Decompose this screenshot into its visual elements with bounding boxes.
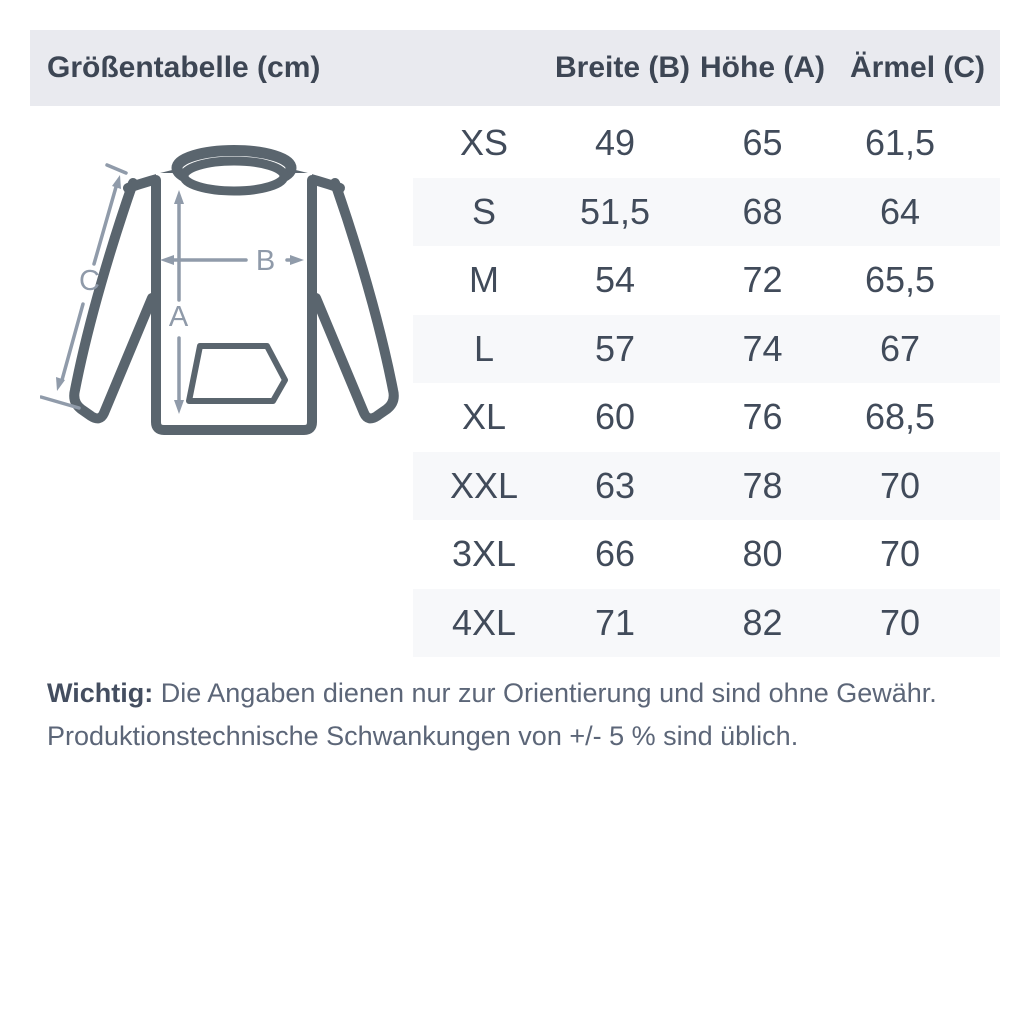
measurement-value-cell: 66 bbox=[594, 533, 636, 575]
size-label-cell: S bbox=[471, 190, 496, 232]
pocket bbox=[189, 346, 285, 401]
measurement-value-cell: 70 bbox=[879, 464, 921, 506]
table-row bbox=[413, 178, 1000, 247]
measurement-value-cell: 68 bbox=[742, 190, 783, 232]
size-label-cell: 3XL bbox=[451, 533, 517, 575]
column-header-breite: Breite (B) bbox=[555, 51, 691, 84]
measurement-value-cell: 76 bbox=[742, 396, 783, 438]
hood-inner-ring bbox=[184, 161, 284, 191]
measurement-value-cell: 63 bbox=[594, 464, 636, 506]
measurement-value-cell: 71 bbox=[594, 601, 636, 643]
table-row bbox=[413, 109, 1000, 178]
size-label-cell: M bbox=[469, 259, 499, 301]
measurement-value-cell: 74 bbox=[742, 327, 783, 369]
label-b: B bbox=[255, 245, 277, 277]
table-row bbox=[413, 589, 1000, 658]
table-row bbox=[413, 452, 1000, 521]
disclaimer-line2: Produktionstechnische Schwankungen von +/- 5 % sind üblich. bbox=[47, 721, 799, 751]
measurement-value-cell: 70 bbox=[879, 601, 921, 643]
label-c: C bbox=[79, 265, 101, 297]
table-row bbox=[413, 383, 1000, 452]
measurement-value-cell: 61,5 bbox=[864, 122, 936, 164]
measurement-value-cell: 65,5 bbox=[864, 259, 936, 301]
measurement-value-cell: 70 bbox=[879, 533, 921, 575]
measurement-value-cell: 54 bbox=[594, 259, 636, 301]
hoodie-measurement-diagram bbox=[40, 128, 410, 450]
measurement-value-cell: 49 bbox=[594, 122, 636, 164]
size-label-cell: 4XL bbox=[451, 601, 517, 643]
measurement-value-cell: 64 bbox=[879, 190, 921, 232]
table-row bbox=[413, 246, 1000, 315]
measurement-value-cell: 68,5 bbox=[864, 396, 936, 438]
measurement-value-cell: 57 bbox=[594, 327, 636, 369]
size-label-cell: L bbox=[473, 327, 495, 369]
label-a: A bbox=[168, 301, 190, 333]
disclaimer-note bbox=[47, 672, 982, 758]
measurement-value-cell: 80 bbox=[742, 533, 783, 575]
chart-title: Größentabelle (cm) bbox=[47, 51, 321, 84]
size-label-cell: XS bbox=[459, 122, 509, 164]
size-chart-header bbox=[30, 30, 1000, 106]
column-header-hoehe: Höhe (A) bbox=[700, 51, 825, 84]
measurement-value-cell: 78 bbox=[742, 464, 783, 506]
measurement-value-cell: 60 bbox=[594, 396, 636, 438]
hoodie-outline-drawing bbox=[74, 151, 394, 431]
measurement-value-cell: 82 bbox=[742, 601, 783, 643]
column-header-aermel: Ärmel (C) bbox=[850, 51, 986, 84]
size-label-cell: XXL bbox=[449, 464, 519, 506]
measurement-value-cell: 67 bbox=[879, 327, 921, 369]
measurement-value-cell: 51,5 bbox=[579, 190, 651, 232]
table-row bbox=[413, 520, 1000, 589]
table-row bbox=[413, 315, 1000, 384]
measurement-value-cell: 65 bbox=[742, 122, 783, 164]
size-label-cell: XL bbox=[461, 396, 507, 438]
disclaimer-label: Wichtig: bbox=[47, 678, 154, 708]
disclaimer-line1: Die Angaben dienen nur zur Orientierung und sind ohne Gewähr. bbox=[160, 678, 937, 708]
measurement-value-cell: 72 bbox=[742, 259, 783, 301]
